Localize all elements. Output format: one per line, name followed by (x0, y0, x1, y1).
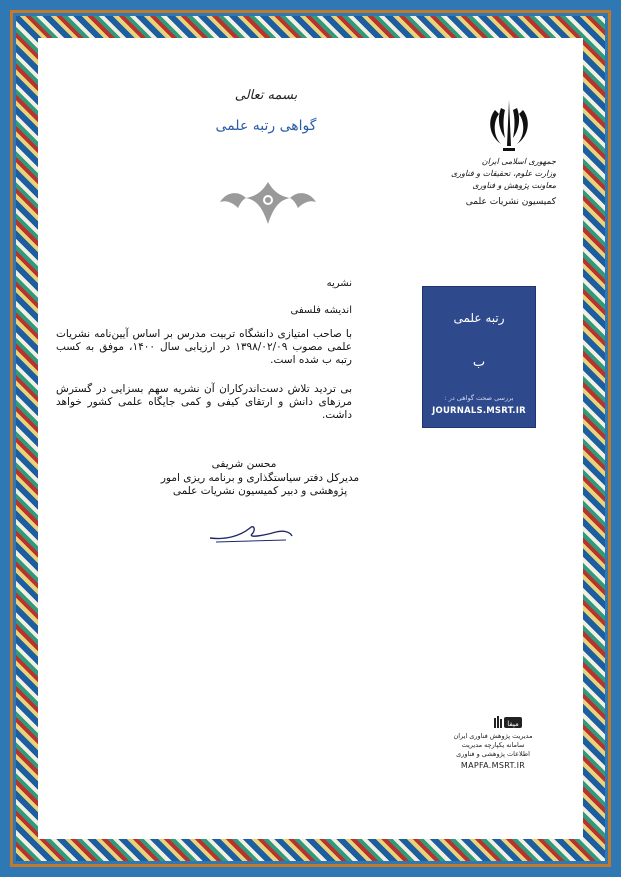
gov-line: وزارت علوم، تحقیقات و فناوری (451, 169, 556, 178)
rank-grade: ب (472, 355, 486, 370)
signatory-role: مدیرکل دفتر سیاستگذاری و برنامه ریزی امور پژوهشی و دبیر کمیسیون نشریات علمی (160, 472, 360, 497)
signature-icon (206, 518, 296, 546)
basmala: بسمه تعالی (234, 88, 298, 103)
certificate-paragraph: با صاحب امتیازی دانشگاه تربیت مدرس بر اساس آیین‌نامه نشریات علمی مصوب ۱۳۹۸/۰۲/۰۹ در ارزیابی سال ۱۴۰۰، موفق به کسب رتبه ب شده است. (56, 328, 352, 366)
mapfa-line: اطلاعات پژوهشی و فناوری (456, 750, 530, 758)
journal-name: اندیشه فلسفی (290, 305, 352, 316)
certificate-title: گواهی رتبه علمی (215, 118, 317, 134)
rank-box (422, 286, 536, 428)
certificate-page (56, 56, 565, 821)
mapfa-line: سامانه یکپارچه مدیریت (461, 741, 525, 749)
iran-emblem-icon (481, 96, 537, 156)
government-heading (436, 156, 556, 192)
commission-name: کمیسیون نشریات علمی (465, 197, 556, 207)
gov-line: جمهوری اسلامی ایران (481, 157, 556, 166)
mapfa-line: مدیریت پژوهش فناوری ایران (453, 732, 533, 740)
mapfa-logo-text: مپفا (507, 720, 519, 728)
rank-title: رتبه علمی (453, 311, 505, 325)
mapfa-caption (438, 732, 548, 759)
verify-text: بررسی صحت گواهی در : (444, 394, 514, 402)
journal-label: نشریه (326, 278, 352, 289)
certificate-paragraph: بی تردید تلاش دست‌اندرکاران آن نشریه سهم بسزایی در گسترش مرزهای دانش و ارتقای کیفی و کمی جایگاه علمی کشور خواهد داشت. (56, 383, 352, 421)
gov-line: معاونت پژوهش و فناوری (472, 181, 556, 190)
ornament-icon (216, 178, 320, 228)
mapfa-url[interactable]: MAPFA.MSRT.IR (460, 761, 526, 770)
signatory-name: محسن شریفی (211, 458, 277, 470)
mapfa-logo-icon (494, 716, 524, 730)
verify-url[interactable]: JOURNALS.MSRT.IR (432, 406, 526, 416)
